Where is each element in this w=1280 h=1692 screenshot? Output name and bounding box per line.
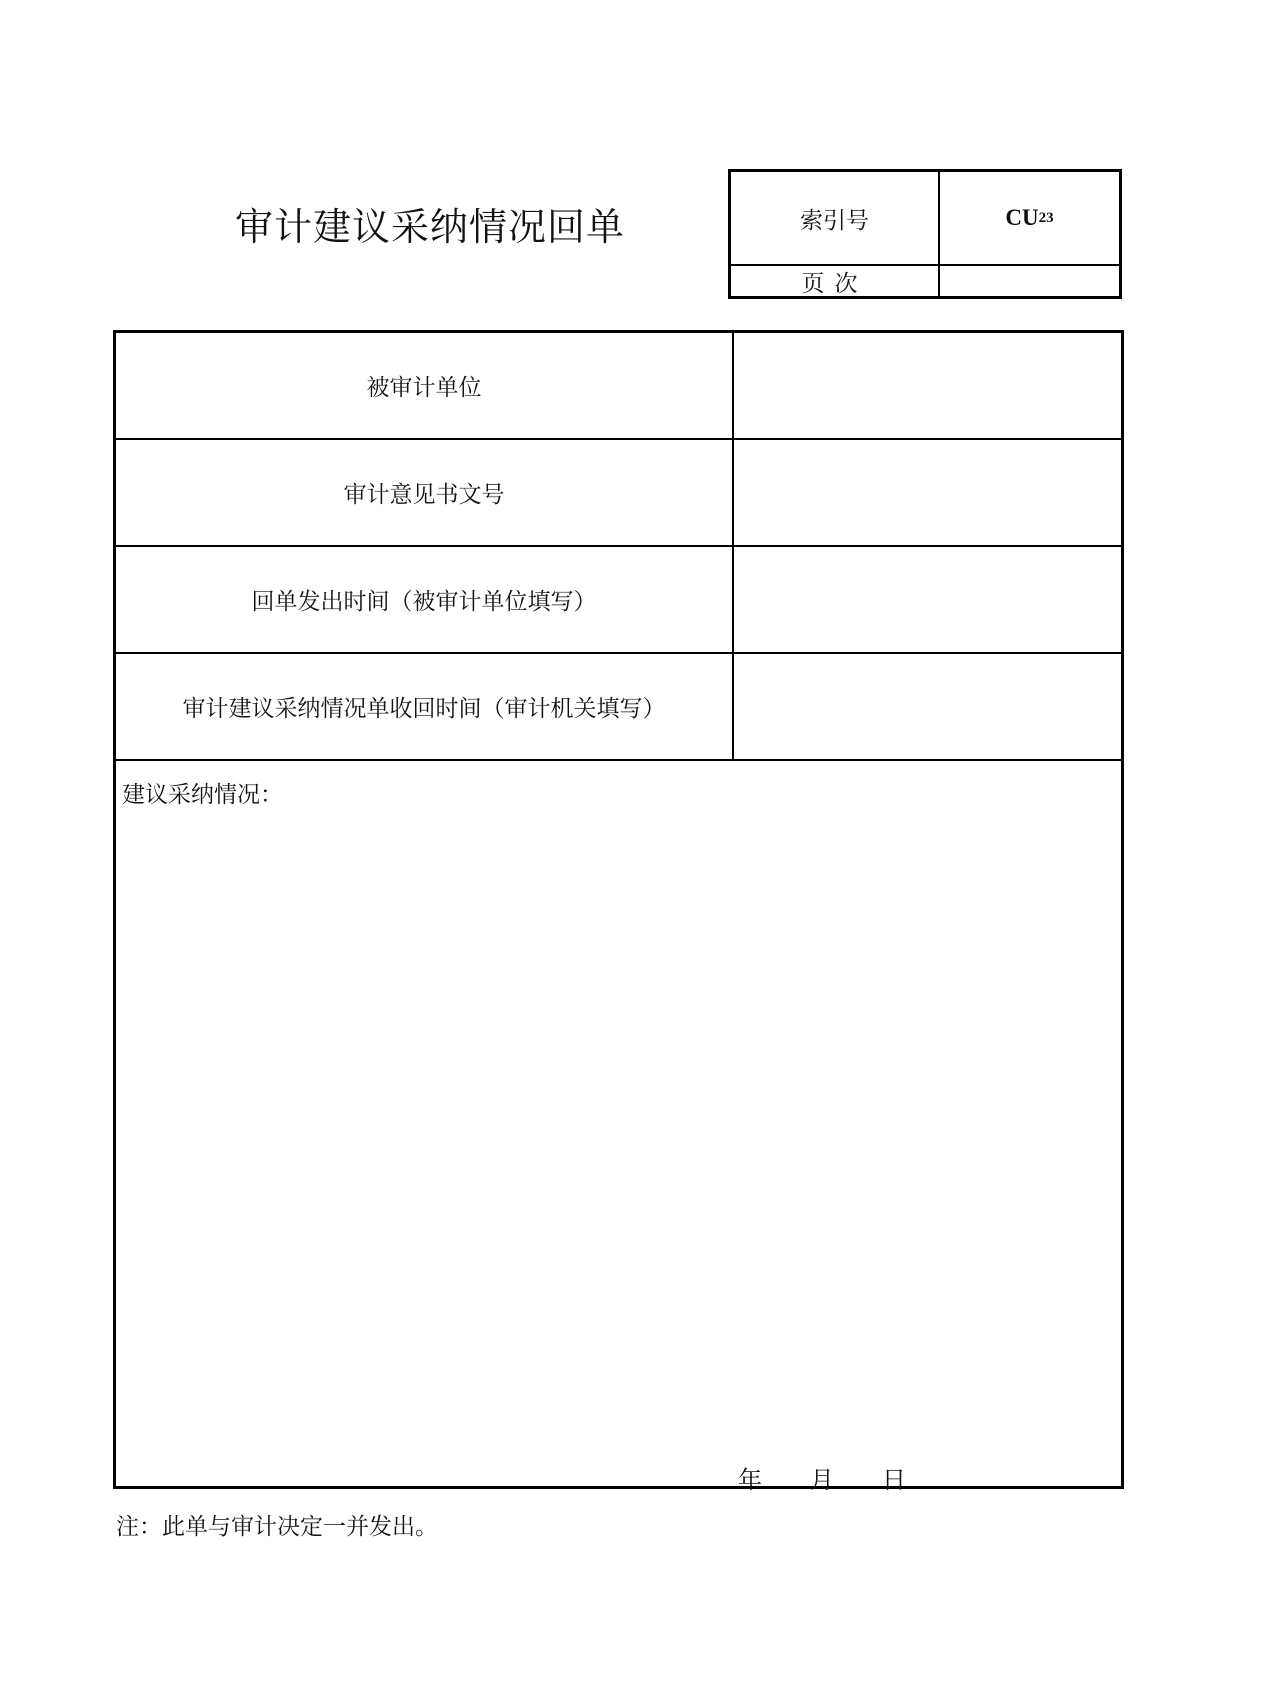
audited-unit-field[interactable]: [734, 333, 1121, 438]
form-row-receipt-returned-time: [116, 654, 1121, 761]
page-number-value[interactable]: [940, 266, 1119, 296]
date-day-label: 日: [882, 1466, 906, 1494]
receipt-returned-time-label: 审计建议采纳情况单收回时间（审计机关填写）: [116, 654, 734, 759]
form-table: [113, 330, 1124, 1494]
form-row-opinion-doc-number: [116, 440, 1121, 547]
date-year-label: 年: [738, 1466, 762, 1494]
form-row-audited-unit: [116, 333, 1121, 440]
form-row-receipt-sent-time: [116, 547, 1121, 654]
opinion-doc-number-label: 审计意见书文号: [116, 440, 734, 545]
index-number-sub: 23: [1038, 209, 1054, 226]
receipt-returned-time-field[interactable]: [734, 654, 1121, 759]
audited-unit-label: 被审计单位: [116, 333, 734, 438]
index-number-label: 索引号: [800, 207, 869, 234]
adoption-status-label: 建议采纳情况：: [122, 782, 283, 808]
index-number-main: CU: [1005, 205, 1039, 230]
page-number-label: 页次: [801, 270, 868, 297]
signature-date: [738, 1460, 906, 1495]
index-box: [728, 169, 1122, 299]
opinion-doc-number-field[interactable]: [734, 440, 1121, 545]
footnote: 注：此单与审计决定一并发出。: [116, 1514, 438, 1540]
document-title: 审计建议采纳情况回单: [234, 205, 625, 249]
receipt-sent-time-field[interactable]: [734, 547, 1121, 652]
index-number-value: [940, 172, 1119, 264]
receipt-sent-time-label: 回单发出时间（被审计单位填写）: [116, 547, 734, 652]
date-month-label: 月: [810, 1466, 834, 1494]
